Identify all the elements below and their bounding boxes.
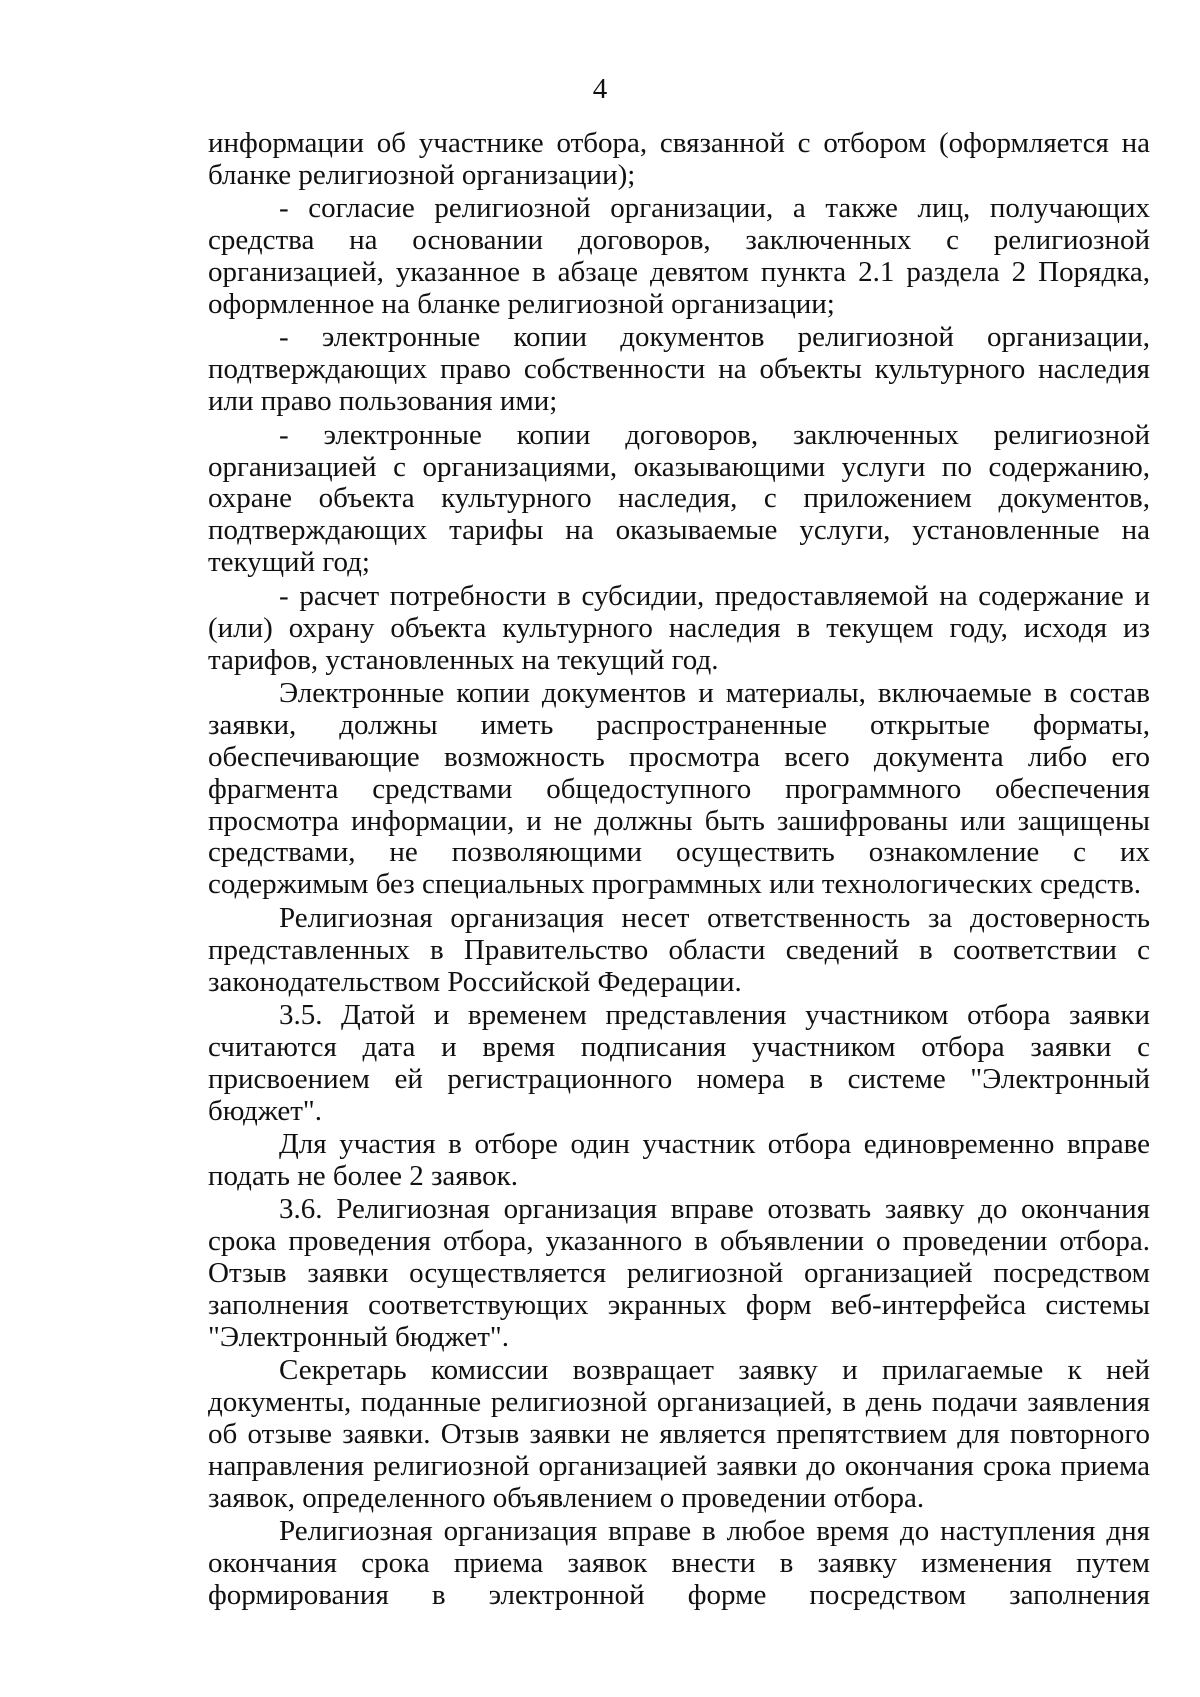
paragraph-contract-copies: - электронные копии договоров, заключенных религиозной организацией с организациями, оказывающими услуги по содержанию, охране объекта культурного наследия, с приложением документов, подтверждающих тарифы на оказываемые услуги, установленные на текущий год; (208, 418, 1150, 579)
paragraph-amendments: Религиозная организация вправе в любое время до наступления дня окончания срока приема заявок внести в заявку изменения путем формирования в электронной форме посредством заполнения (208, 1515, 1150, 1612)
paragraph-electronic-formats: Электронные копии документов и материалы, включаемые в состав заявки, должны иметь распространенные открытые форматы, обеспечивающие возможность просмотра всего документа либо его фрагмента средствами общедоступного программного обеспечения просмотра информации, и не должны быть зашифрованы или защищены средствами, не позволяющими осуществить ознакомление с их содержимым без специальных программных или технологических средств. (208, 676, 1150, 901)
paragraph-3-6: 3.6. Религиозная организация вправе отозвать заявку до окончания срока проведения отбора, указанного в объявлении о проведении отбора. Отзыв заявки осуществляется религиозной организацией посредством заполнения соответствующих экранных форм веб-интерфейса системы "Электронный бюджет". (208, 1193, 1150, 1354)
paragraph-consent: - согласие религиозной организации, а также лиц, получающих средства на основании договоров, заключенных с религиозной организацией, указанное в абзаце девятом пункта 2.1 раздела 2 Порядка, оформленное на бланке религиозной организации; (208, 192, 1150, 321)
paragraph-continuation: информации об участнике отбора, связанной с отбором (оформляется на бланке религиозной организации); (208, 127, 1150, 191)
paragraph-responsibility: Религиозная организация несет ответственность за достоверность представленных в Правительство области сведений в соответствии с законодательством Российской Федерации. (208, 901, 1150, 998)
paragraph-3-5: 3.5. Датой и временем представления участником отбора заявки считаются дата и время подписания участником отбора заявки с присвоением ей регистрационного номера в системе "Электронный бюджет". (208, 998, 1150, 1127)
paragraph-ownership-copies: - электронные копии документов религиозной организации, подтверждающих право собственности на объекты культурного наследия или право пользования ими; (208, 321, 1150, 418)
page-number: 4 (592, 73, 608, 105)
paragraph-secretary-return: Секретарь комиссии возвращает заявку и прилагаемые к ней документы, поданные религиозной организацией, в день подачи заявления об отзыве заявки. Отзыв заявки не является препятствием для повторного направления религиозной организацией заявки до окончания срока приема заявок, определенного объявлением о проведении отбора. (208, 1354, 1150, 1515)
document-body (208, 128, 1150, 1614)
paragraph-subsidy-calculation: - расчет потребности в субсидии, предоставляемой на содержание и (или) охрану объекта культурного наследия в текущем году, исходя из тарифов, установленных на текущий год. (208, 579, 1150, 676)
paragraph-application-limit: Для участия в отборе один участник отбора единовременно вправе подать не более 2 заявок. (208, 1128, 1150, 1192)
